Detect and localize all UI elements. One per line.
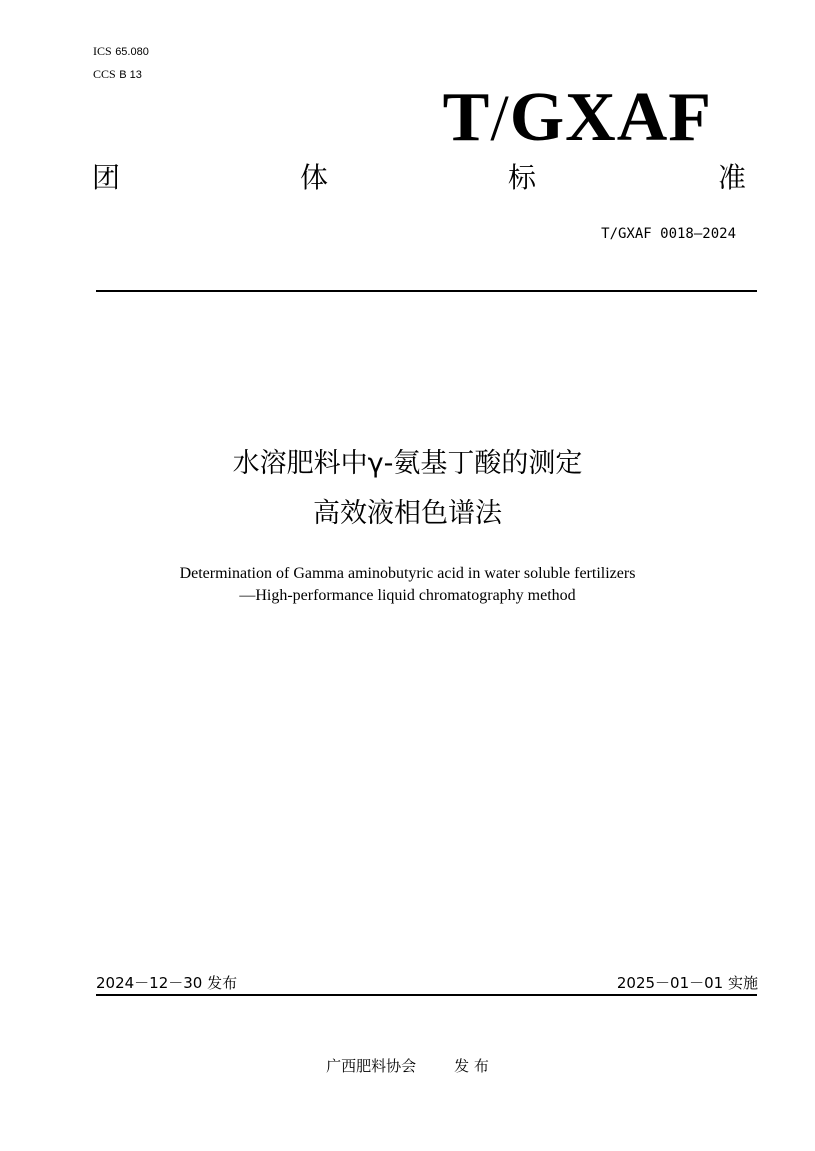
- publisher-line: [0, 1055, 815, 1076]
- publish-word: 发 布: [454, 1057, 489, 1075]
- standard-kind-char-3: 标: [508, 161, 537, 194]
- ccs-value: B 13: [119, 69, 142, 81]
- logo-prefix: T: [442, 79, 491, 156]
- title-zh-line-2: 高效液相色谱法: [313, 498, 502, 529]
- ics-value: 65.080: [115, 46, 149, 58]
- issue-date: 2024－12－30 发布: [96, 974, 238, 992]
- title-en-line-2: —High-performance liquid chromatography method: [239, 587, 576, 604]
- top-divider: [96, 290, 757, 292]
- standard-number: T/GXAF 0018—2024: [601, 226, 736, 242]
- implement-date: 2025－01－01 实施: [616, 974, 758, 992]
- bottom-divider: [96, 994, 757, 996]
- standard-kind-char-1: 团: [92, 161, 121, 194]
- logo-suffix: GXAF: [509, 79, 712, 156]
- title-en-line-1: Determination of Gamma aminobutyric acid in water soluble fertilizers: [179, 565, 636, 582]
- standard-kind-char-4: 准: [718, 161, 747, 194]
- logo-slash: /: [490, 82, 510, 155]
- standard-kind-char-2: 体: [300, 161, 329, 194]
- ccs-label: CCS: [93, 67, 116, 81]
- ics-code: [93, 40, 149, 63]
- standard-logo: [443, 78, 712, 159]
- publisher-name: 广西肥料协会: [326, 1057, 417, 1075]
- classification-codes: [93, 40, 149, 86]
- ics-label: ICS: [93, 44, 112, 58]
- title-zh-line-1: 水溶肥料中γ-氨基丁酸的测定: [232, 448, 583, 479]
- ccs-code: [93, 63, 149, 86]
